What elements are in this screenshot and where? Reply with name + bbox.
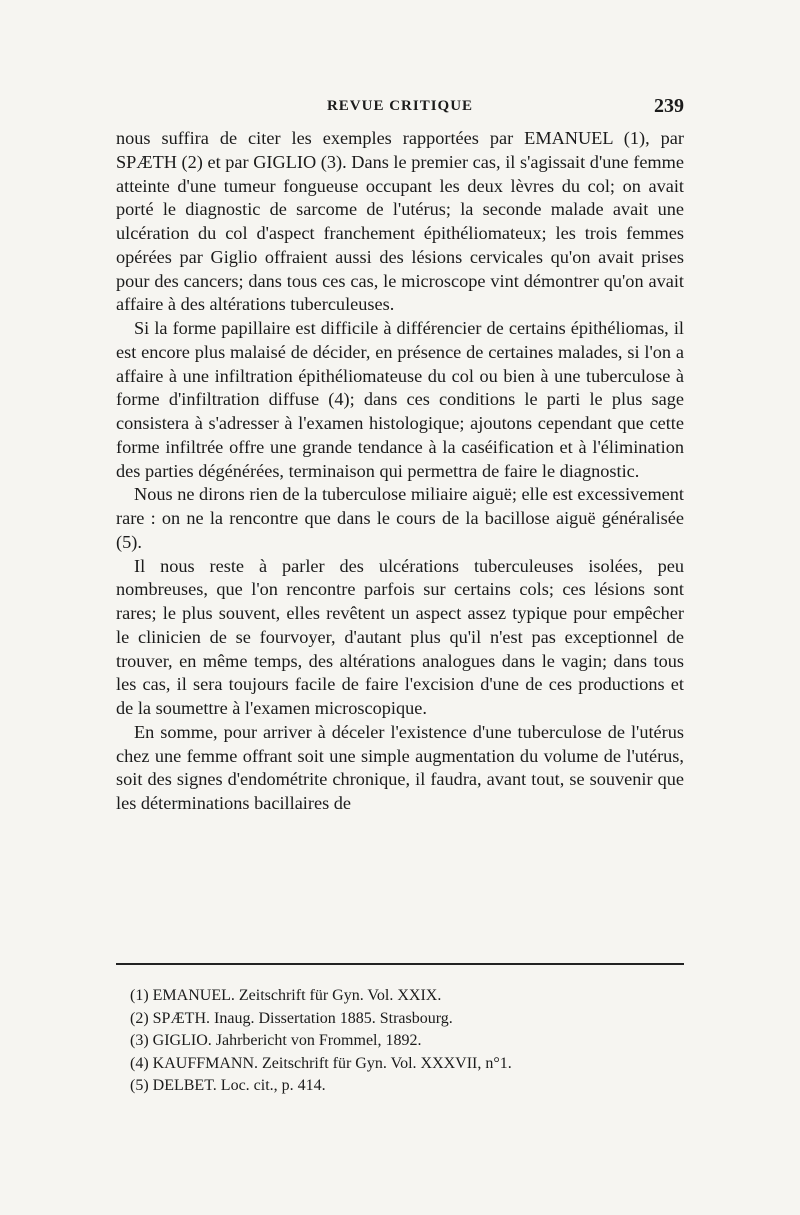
footnotes [130,985,670,1098]
paragraph-3: Nous ne dirons rien de la tuberculose miliaire aiguë; elle est excessivement rare : on ne la rencontre que dans le cours de la bacillose aiguë généralisée (5). [116,484,684,552]
footnote-5: (5) DELBET. Loc. cit., p. 414. [130,1077,326,1094]
running-title: REVUE CRITIQUE [326,98,474,114]
page-number: 239 [654,95,684,117]
paragraph-2: Si la forme papillaire est difficile à différencier de certains épithéliomas, il est encore plus malaisé de décider, en présence de certaines malades, si l'on a affaire à une infiltration épithéliomateuse du col ou bien à une tuberculose à forme d'infiltration diffuse (4); dans ces conditions le parti le plus sage consistera à s'adresser à l'examen histologique; ajoutons cependant que cette forme infiltrée offre une grande tendance à la caséification et à l'élimination des parties dégénérées, terminaison qui permettra de faire le diagnostic. [116,318,684,481]
running-header [116,95,684,124]
paragraph-5: En somme, pour arriver à déceler l'existence d'une tuberculose de l'utérus chez une femme offrant soit une simple augmentation du volume de l'utérus, soit des signes d'endométrite chronique, il faudra, avant tout, se souvenir que les déterminations bacillaires de [116,721,684,813]
body-text [116,127,684,816]
footnote-separator [116,963,684,965]
paragraph-1: nous suffira de citer les exemples rapportées par EMANUEL (1), par SPÆTH (2) et par GIGLIO (3). Dans le premier cas, il s'agissait d'une femme atteinte d'une tumeur fongueuse occupant les deux lèvres du col; on avait porté le diagnostic de sarcome de l'utérus; la seconde malade avait une ulcération du col d'aspect franchement épithéliomateux; les trois femmes opérées par Giglio offraient aussi des lésions cervicales qu'on avait prises pour des cancers; dans tous ces cas, le microscope vint démontrer qu'on avait affaire à des altérations tuberculeuses. [116,128,684,315]
paragraph-4: Il nous reste à parler des ulcérations tuberculeuses isolées, peu nombreuses, que l'on rencontre parfois sur certains cols; ces lésions sont rares; le plus souvent, elles revêtent un aspect assez typique pour empêcher le clinicien de se fourvoyer, d'autant plus qu'il n'est pas exceptionnel de trouver, en même temps, des altérations analogues dans le vagin; dans tous les cas, il sera toujours facile de faire l'excision d'une de ces productions et de la soumettre à l'examen microscopique. [116,555,684,718]
footnote-4: (4) KAUFFMANN. Zeitschrift für Gyn. Vol. XXXVII, n°1. [130,1054,512,1072]
footnote-3: (3) GIGLIO. Jahrbericht von Frommel, 1892. [130,1032,422,1049]
footnote-2: (2) SPÆTH. Inaug. Dissertation 1885. Strasbourg. [130,1009,453,1027]
footnote-1: (1) EMANUEL. Zeitschrift für Gyn. Vol. XXIX. [130,987,442,1004]
